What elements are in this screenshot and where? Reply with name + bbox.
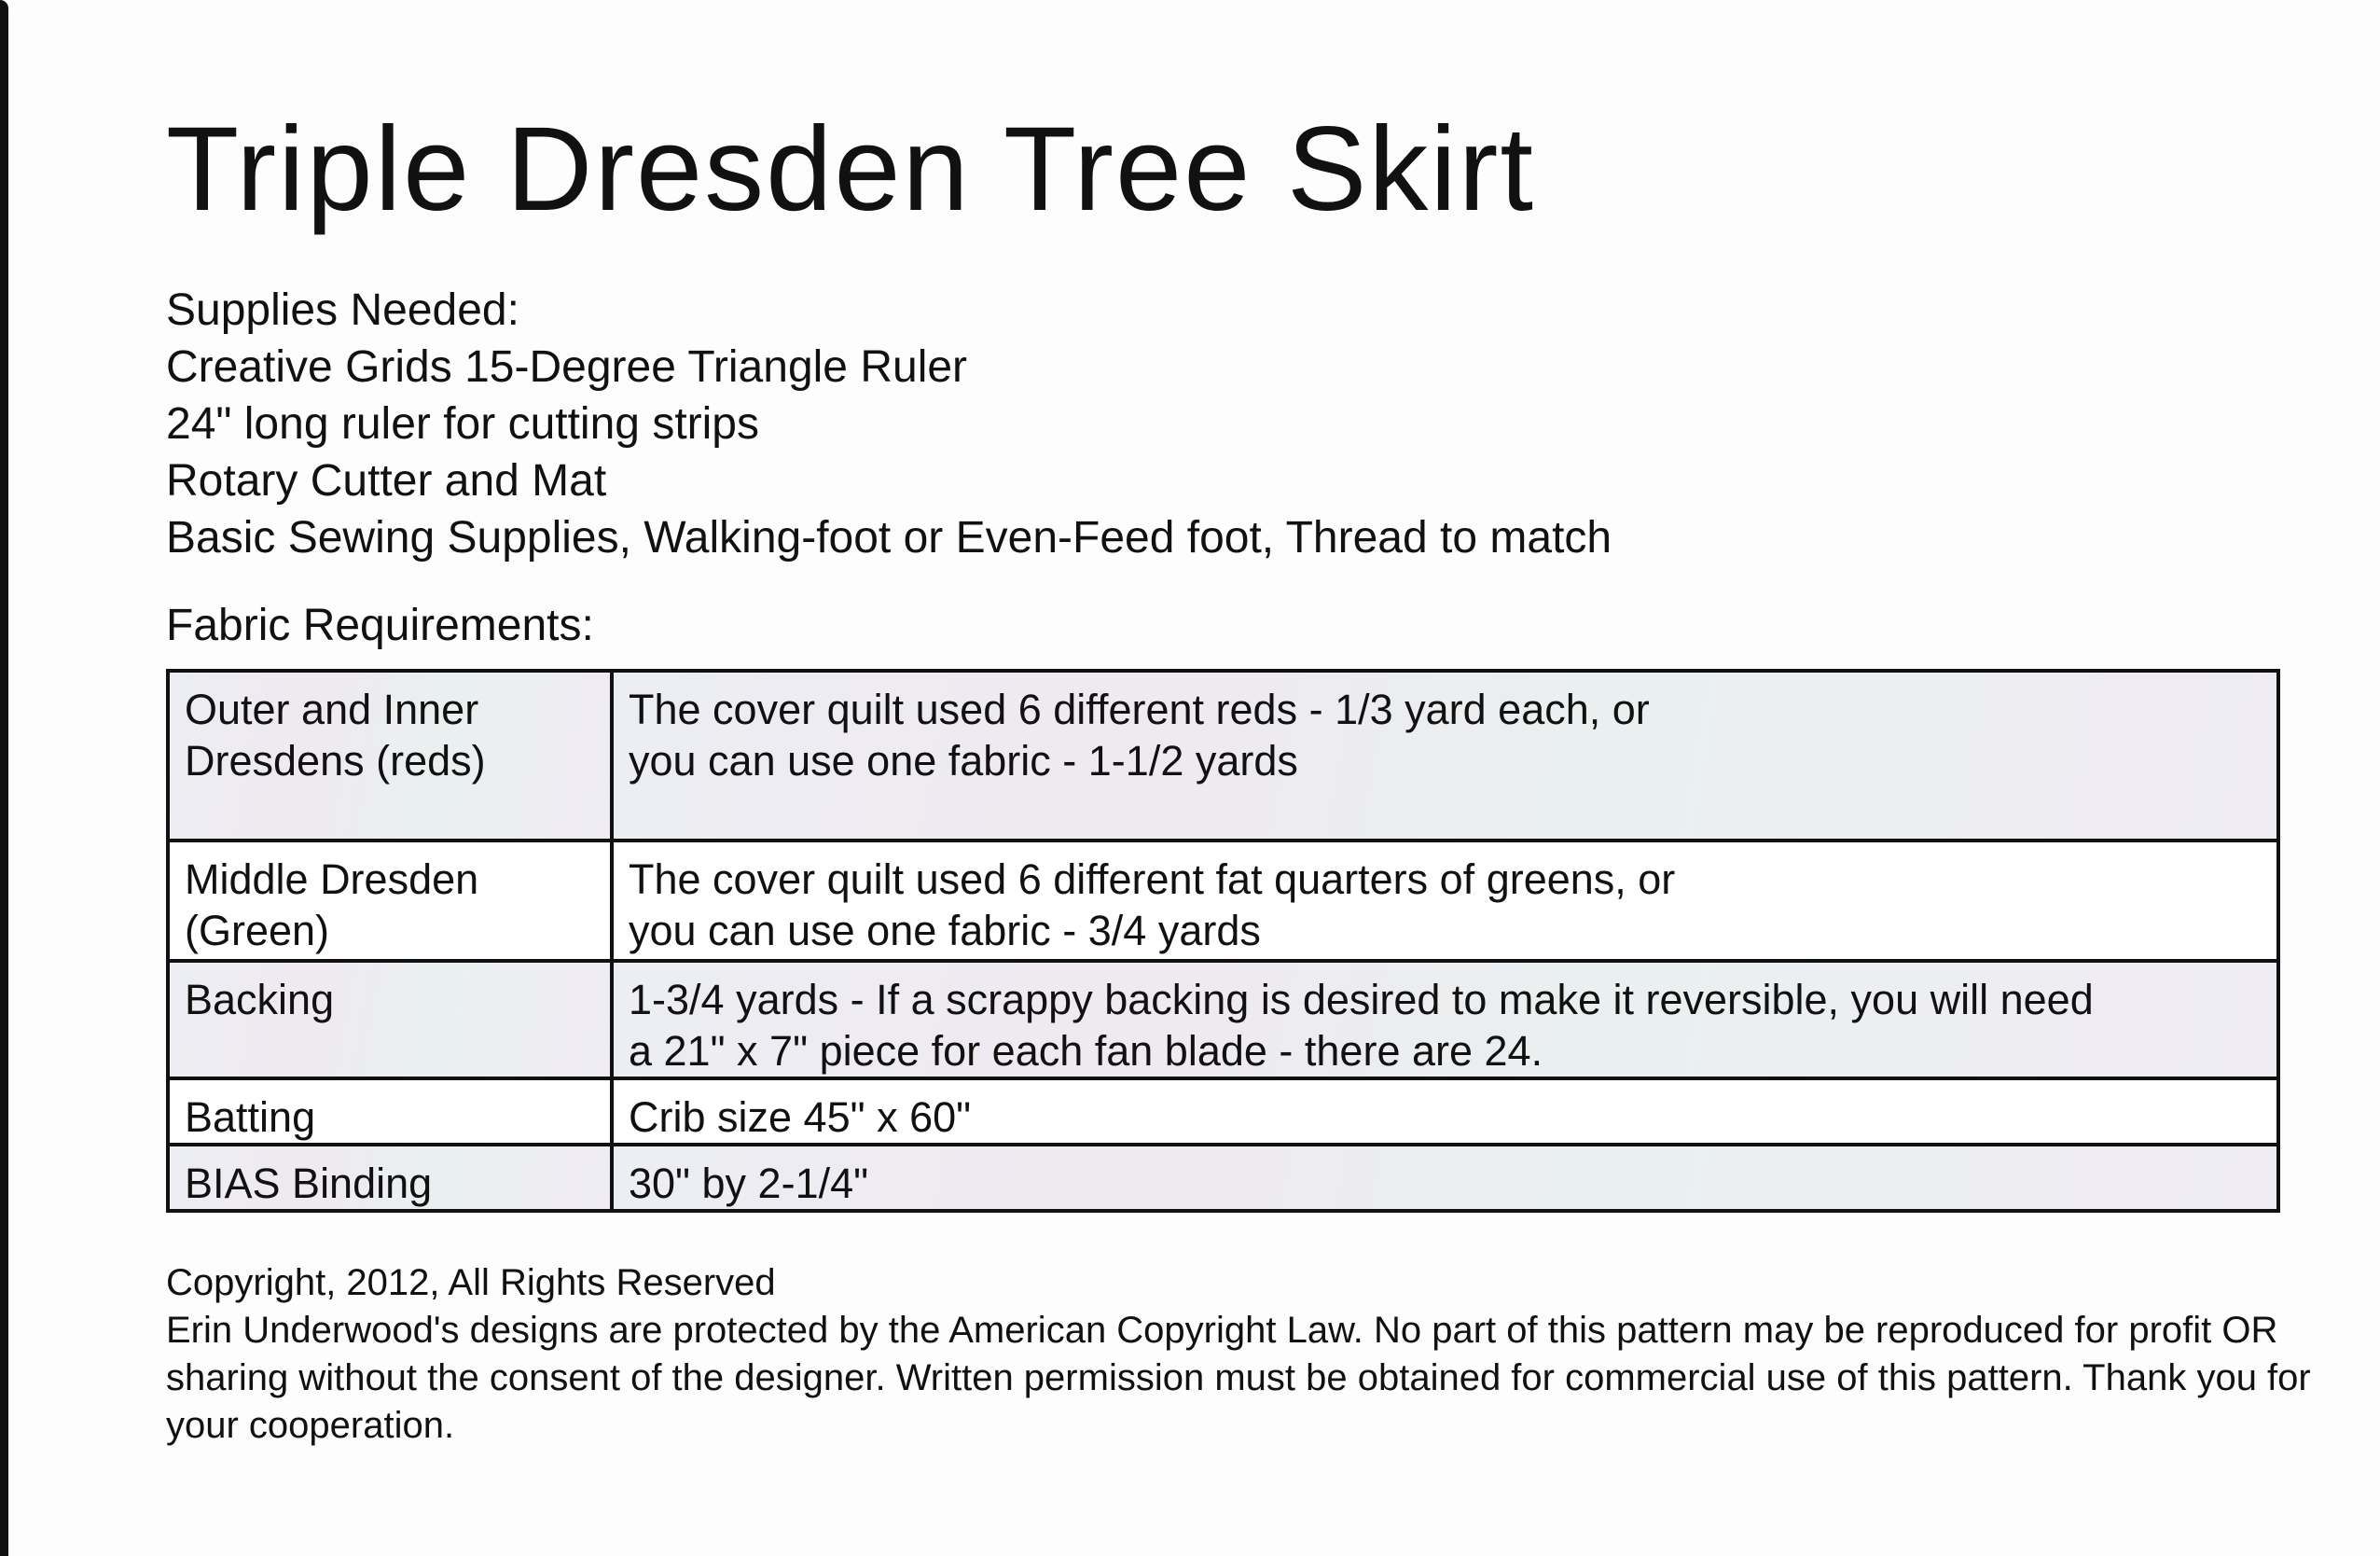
- fabric-requirements-table: [166, 669, 2280, 1213]
- cell-line: BIAS Binding: [185, 1160, 433, 1207]
- cell-line: 1-3/4 yards - If a scrappy backing is desired to make it reversible, you will need: [629, 976, 2094, 1023]
- cell-line: The cover quilt used 6 different reds - 1/3 yard each, or: [629, 686, 1650, 733]
- cell-line: Batting: [185, 1093, 316, 1141]
- scan-edge: [0, 0, 8, 1556]
- fabric-item: [168, 841, 612, 961]
- copyright-notice: [166, 1259, 2311, 1450]
- fabric-item: [168, 1145, 612, 1211]
- supply-item: Rotary Cutter and Mat: [166, 456, 607, 506]
- cell-line: Crib size 45" x 60": [629, 1093, 972, 1141]
- fabric-item: [168, 1078, 612, 1145]
- fabric-detail: [612, 671, 2278, 841]
- table-row: [168, 1145, 2278, 1211]
- cell-line: a 21" x 7" piece for each fan blade - there are 24.: [629, 1027, 1543, 1075]
- copyright-line: Copyright, 2012, All Rights Reserved: [166, 1262, 776, 1303]
- supply-item: Basic Sewing Supplies, Walking-foot or Even-Feed foot, Thread to match: [166, 513, 1612, 563]
- supply-item: 24" long ruler for cutting strips: [166, 399, 759, 449]
- fabric-detail: [612, 841, 2278, 961]
- cell-line: you can use one fabric - 1-1/2 yards: [629, 737, 1298, 785]
- fabric-item: [168, 961, 612, 1078]
- fabric-detail: [612, 1145, 2278, 1211]
- supplies-section: [166, 282, 1612, 566]
- cell-line: (Green): [185, 907, 330, 954]
- fabric-heading: Fabric Requirements:: [166, 601, 594, 650]
- cell-line: Middle Dresden: [185, 855, 479, 903]
- table-row: [168, 671, 2278, 841]
- cell-line: Backing: [185, 976, 335, 1023]
- fabric-item: [168, 671, 612, 841]
- table-row: [168, 841, 2278, 961]
- copyright-body: Erin Underwood's designs are protected by the American Copyright Law. No part of this pattern may be reproduced for profit OR sharing without the consent of the designer. Written permission must be obtained for commercial use of this pattern. Thank you for your cooperation.: [166, 1310, 2311, 1446]
- cell-line: 30" by 2-1/4": [629, 1160, 869, 1207]
- cell-line: Outer and Inner: [185, 686, 479, 733]
- fabric-detail: [612, 961, 2278, 1078]
- table-row: [168, 1078, 2278, 1145]
- table-row: [168, 961, 2278, 1078]
- cell-line: The cover quilt used 6 different fat quarters of greens, or: [629, 855, 1676, 903]
- cell-line: you can use one fabric - 3/4 yards: [629, 907, 1261, 954]
- supplies-heading: Supplies Needed:: [166, 285, 519, 335]
- fabric-detail: [612, 1078, 2278, 1145]
- supply-item: Creative Grids 15-Degree Triangle Ruler: [166, 342, 968, 392]
- page-title: Triple Dresden Tree Skirt: [166, 103, 1535, 236]
- cell-line: Dresdens (reds): [185, 737, 486, 785]
